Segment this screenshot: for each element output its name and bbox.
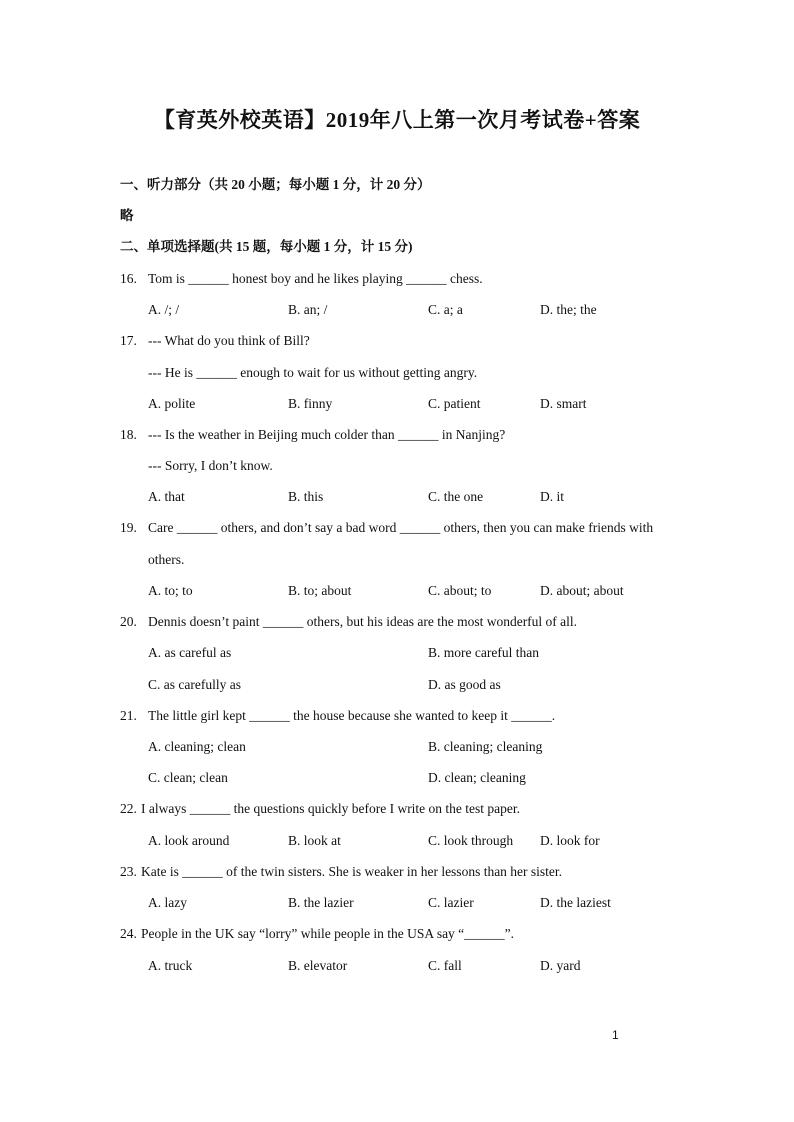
option-b: B. finny	[288, 396, 333, 411]
question-stem-line: others.	[148, 552, 185, 567]
question-number: 22.	[120, 801, 137, 816]
option-d: D. clean; cleaning	[428, 770, 526, 785]
option-d: D. yard	[540, 958, 581, 973]
question-stem: Tom is ______ honest boy and he likes playing ______ chess.	[148, 271, 483, 286]
option-c: C. as carefully as	[148, 677, 241, 692]
section-heading-choice: 二、单项选择题(共 15 题，每小题 1 分，计 15 分)	[120, 239, 413, 254]
question-number: 24.	[120, 926, 137, 941]
option-a: A. as careful as	[148, 645, 232, 660]
option-d: D. the laziest	[540, 895, 611, 910]
option-a: A. look around	[148, 833, 230, 848]
question-number: 16.	[120, 271, 137, 286]
question-stem: I always ______ the questions quickly before I write on the test paper.	[141, 801, 521, 816]
option-c: C. the one	[428, 489, 484, 504]
option-b: B. this	[288, 489, 324, 504]
option-a: A. cleaning; clean	[148, 739, 246, 754]
question-number: 20.	[120, 614, 137, 629]
section-heading-listening: 一、听力部分（共 20 小题；每小题 1 分，计 20 分）	[120, 177, 431, 192]
question-stem-line: --- Sorry, I don’t know.	[148, 458, 273, 473]
question-number: 23.	[120, 864, 137, 879]
option-b: B. the lazier	[288, 895, 354, 910]
option-c: C. a; a	[428, 302, 463, 317]
section-note: 略	[120, 208, 134, 223]
option-b: B. an; /	[288, 302, 328, 317]
question-stem: Care ______ others, and don’t say a bad word ______ others, then you can make friends with	[148, 520, 654, 535]
option-b: B. more careful than	[428, 645, 539, 660]
option-b: B. elevator	[288, 958, 348, 973]
question-stem: --- What do you think of Bill?	[148, 333, 310, 348]
option-d: D. look for	[540, 833, 600, 848]
question-stem: --- Is the weather in Beijing much colder than ______ in Nanjing?	[148, 427, 506, 442]
option-b: B. to; about	[288, 583, 352, 598]
option-d: D. smart	[540, 396, 587, 411]
option-a: A. to; to	[148, 583, 193, 598]
option-c: C. look through	[428, 833, 514, 848]
question-stem: People in the UK say “lorry” while people in the USA say “______”.	[141, 926, 515, 941]
question-number: 21.	[120, 708, 137, 723]
option-d: D. the; the	[540, 302, 597, 317]
option-b: B. cleaning; cleaning	[428, 739, 543, 754]
question-stem: Kate is ______ of the twin sisters. She is weaker in her lessons than her sister.	[141, 864, 563, 879]
option-a: A. polite	[148, 396, 196, 411]
page-title: 【育英外校英语】2019年八上第一次月考试卷+答案	[153, 108, 641, 132]
option-d: D. as good as	[428, 677, 501, 692]
option-b: B. look at	[288, 833, 341, 848]
option-d: D. about; about	[540, 583, 624, 598]
page-number: 1	[612, 1028, 619, 1042]
option-a: A. that	[148, 489, 185, 504]
question-number: 18.	[120, 427, 137, 442]
option-a: A. truck	[148, 958, 193, 973]
option-a: A. /; /	[148, 302, 180, 317]
question-number: 19.	[120, 520, 137, 535]
option-c: C. about; to	[428, 583, 492, 598]
option-c: C. fall	[428, 958, 462, 973]
question-stem-line: --- He is ______ enough to wait for us without getting angry.	[148, 365, 478, 380]
option-c: C. lazier	[428, 895, 474, 910]
option-d: D. it	[540, 489, 565, 504]
option-a: A. lazy	[148, 895, 187, 910]
option-c: C. clean; clean	[148, 770, 228, 785]
option-c: C. patient	[428, 396, 481, 411]
question-number: 17.	[120, 333, 137, 348]
question-stem: The little girl kept ______ the house because she wanted to keep it ______.	[148, 708, 556, 723]
question-stem: Dennis doesn’t paint ______ others, but his ideas are the most wonderful of all.	[148, 614, 578, 629]
